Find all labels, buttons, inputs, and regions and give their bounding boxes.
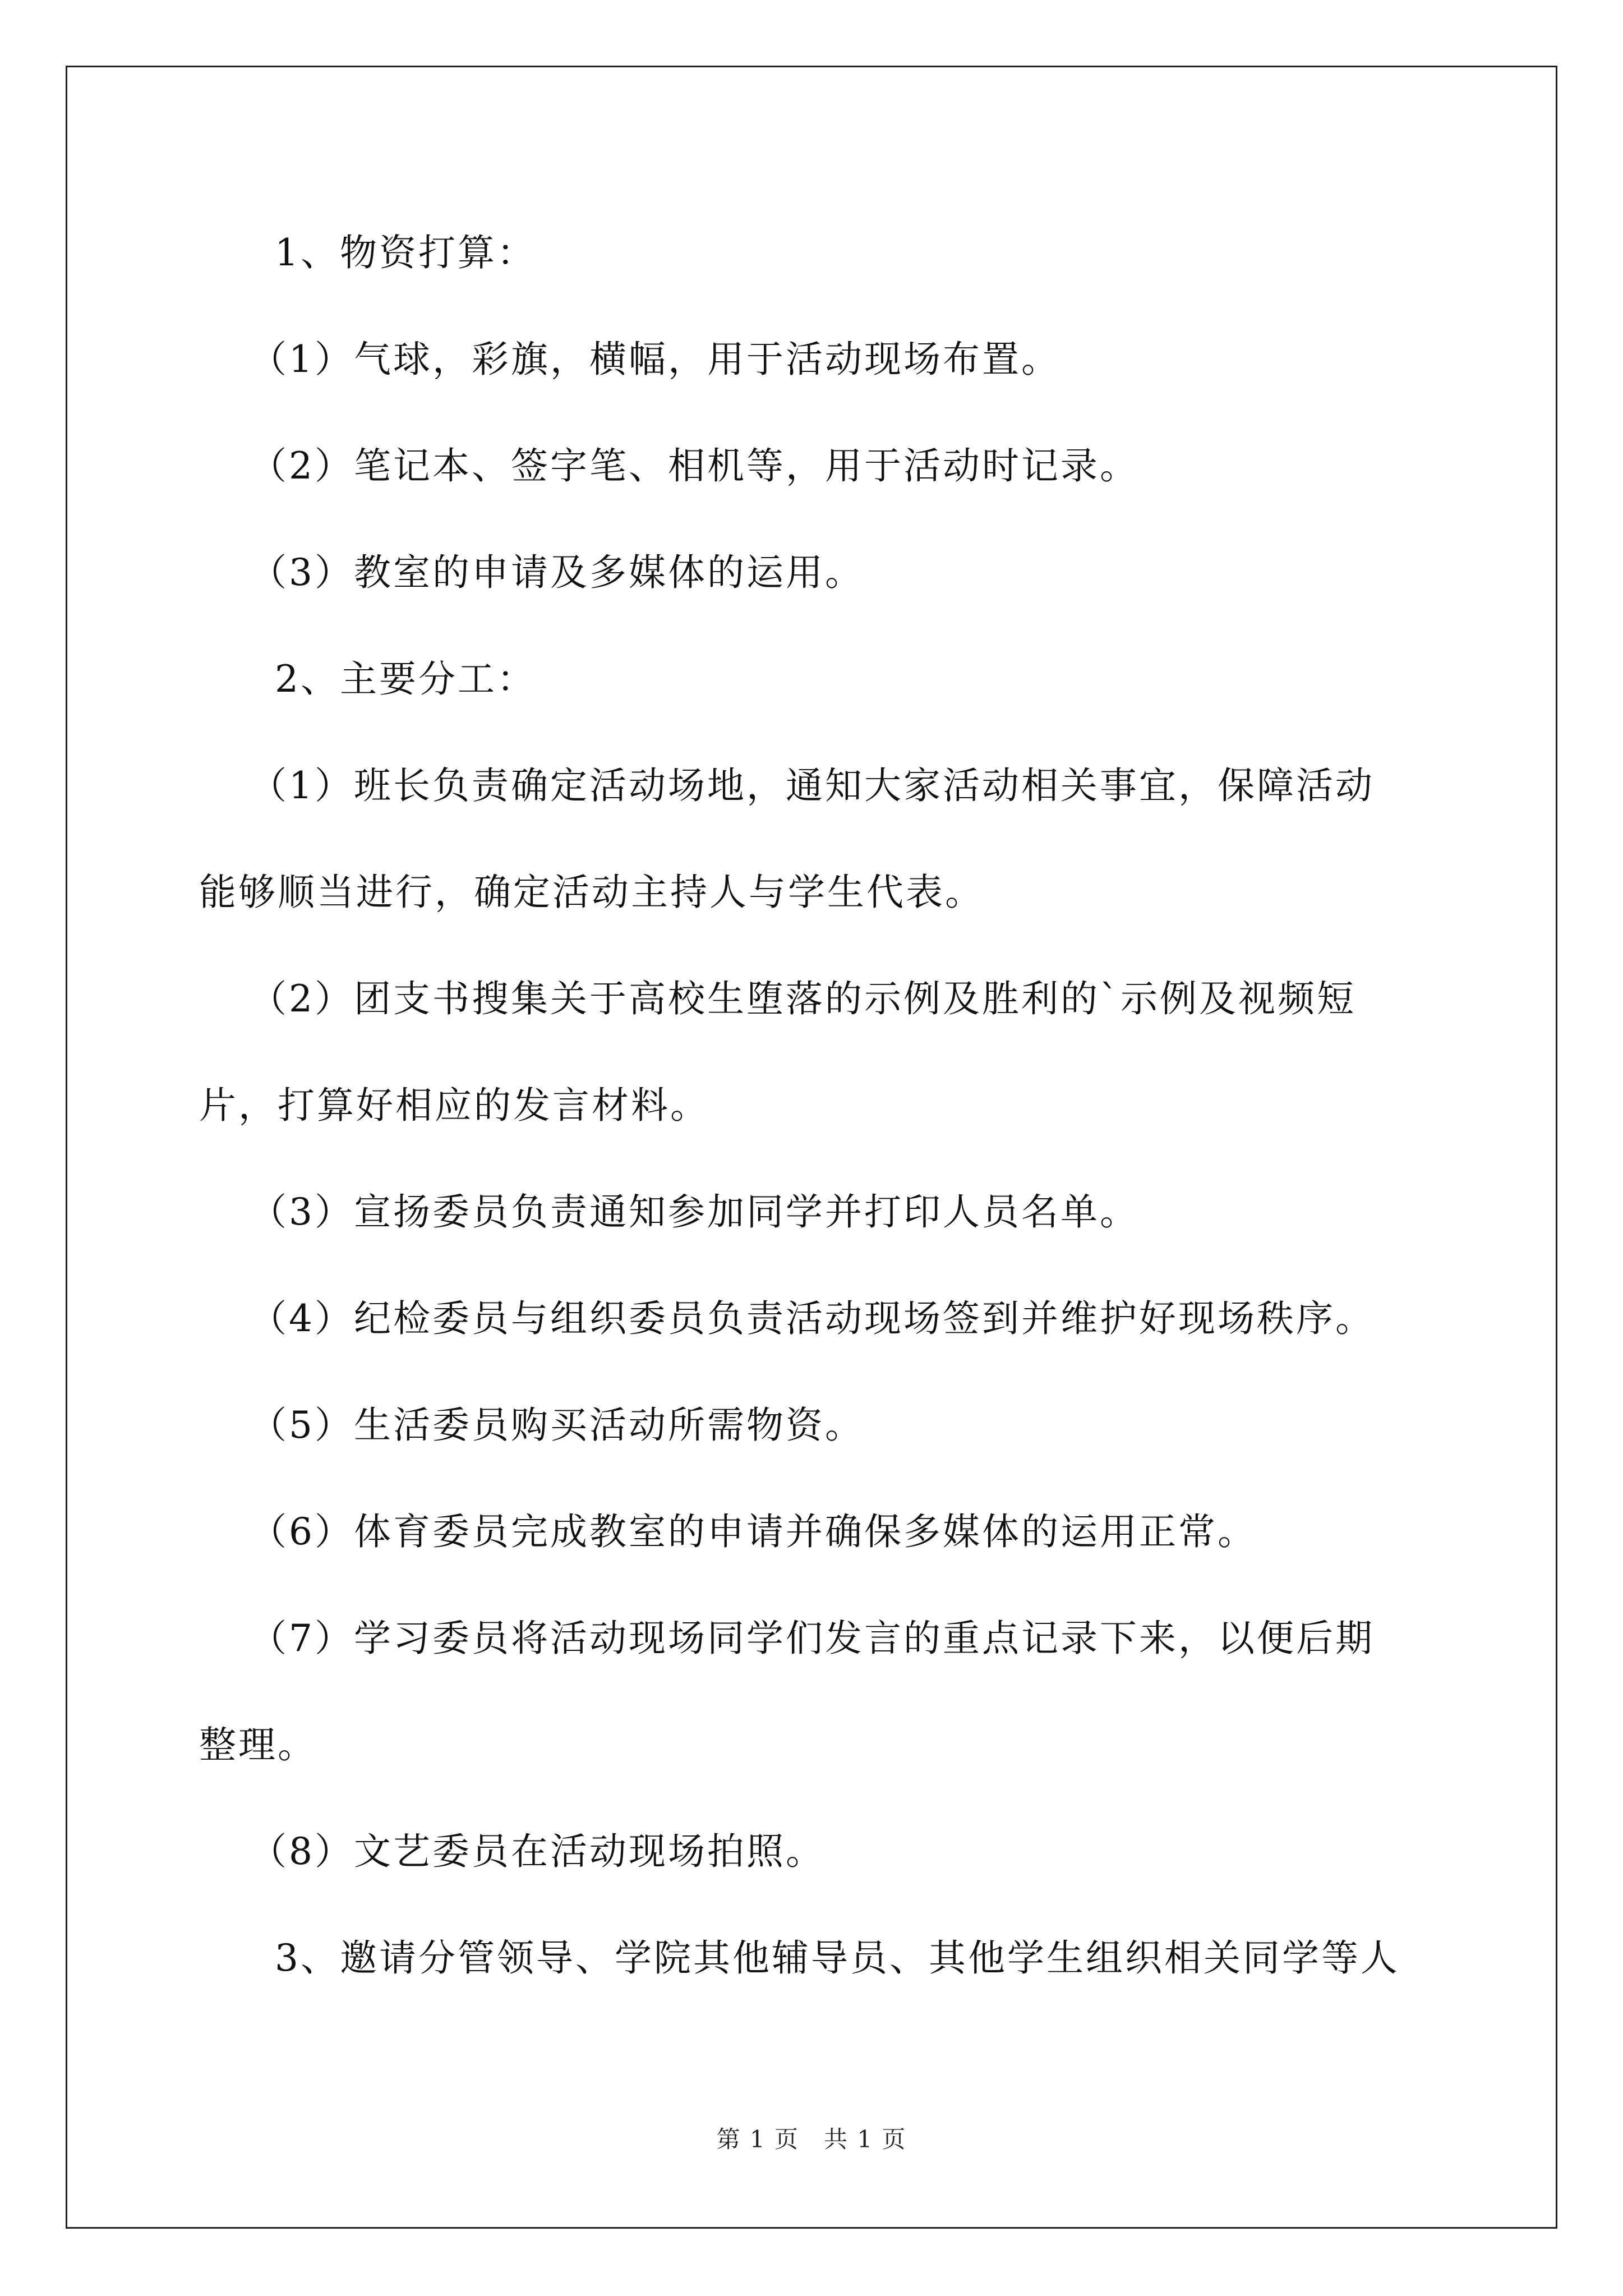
- section-heading-3: 3、邀请分管领导、学院其他辅导员、其他学生组织相关同学等人: [275, 1936, 1400, 1980]
- list-item: （2）团支书搜集关于高校生堕落的示例及胜利的`示例及视频短: [250, 977, 1356, 1020]
- list-item: （2）笔记本、签字笔、相机等，用于活动时记录。: [250, 444, 1139, 487]
- list-item: （7）学习委员将活动现场同学们发言的重点记录下来，以便后期: [250, 1617, 1375, 1660]
- list-item: （1）气球，彩旗，横幅，用于活动现场布置。: [250, 338, 1061, 381]
- list-item-continuation: 能够顺当进行，确定活动主持人与学生代表。: [199, 871, 984, 914]
- page-number-footer: 第 1 页 共 1 页: [716, 2125, 907, 2153]
- list-item: （6）体育委员完成教室的申请并确保多媒体的运用正常。: [250, 1510, 1257, 1553]
- list-item: （5）生活委员购买活动所需物资。: [250, 1404, 864, 1447]
- section-heading-1: 1、物资打算：: [275, 231, 536, 274]
- list-item: （4）纪检委员与组织委员负责活动现场签到并维护好现场秩序。: [250, 1297, 1375, 1340]
- list-item: （3）教室的申请及多媒体的运用。: [250, 551, 864, 594]
- list-item: （8）文艺委员在活动现场拍照。: [250, 1830, 825, 1873]
- list-item-continuation: 片，打算好相应的发言材料。: [199, 1084, 709, 1127]
- list-item-continuation: 整理。: [199, 1723, 317, 1766]
- page-border: [66, 66, 1557, 2229]
- section-heading-2: 2、主要分工：: [275, 657, 536, 701]
- list-item: （1）班长负责确定活动场地，通知大家活动相关事宜，保障活动: [250, 764, 1375, 807]
- list-item: （3）宣扬委员负责通知参加同学并打印人员名单。: [250, 1190, 1139, 1234]
